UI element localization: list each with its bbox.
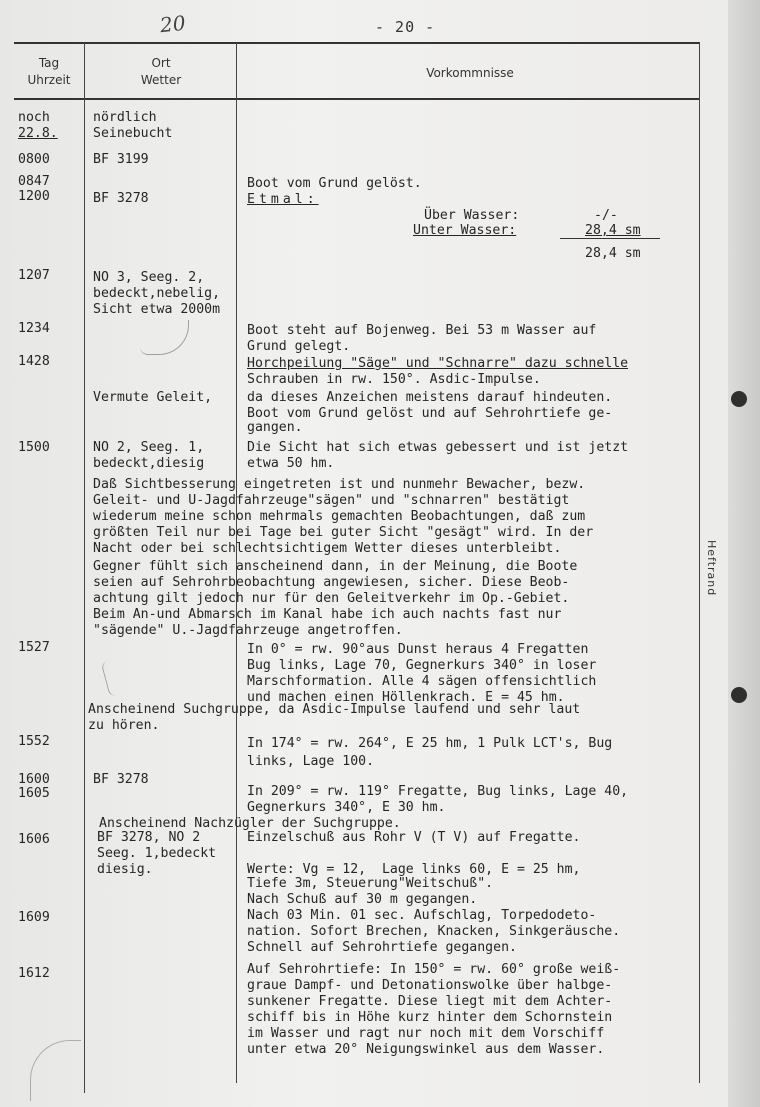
event-line: In 209° = rw. 119° Fregatte, Bug links, Lage 40, (247, 784, 629, 799)
paragraph-line: größten Teil nur bei Tage bei guter Sicht "gesägt" wird. In der (93, 525, 594, 540)
header-place-line2: Wetter (140, 73, 182, 87)
event-line: Die Sicht hat sich etwas gebessert und ist jetzt (247, 440, 629, 455)
event-line: Grund gelegt. (247, 339, 351, 354)
etmal-over-label: Über Wasser: (424, 208, 520, 223)
paragraph-line: Nacht oder bei schlechtsichtigem Wetter dieses unterbleibt. (93, 541, 562, 556)
event-line: In 174° = rw. 264°, E 25 hm, 1 Pulk LCT's, Bug (247, 736, 613, 751)
place-line: BF 3278 (93, 772, 149, 787)
event-line: graue Dampf- und Detonationswolke über halbge- (247, 978, 613, 993)
etmal-over-value: -/- (594, 208, 618, 223)
margin-label: Heftrand (705, 540, 718, 597)
place-line: Seinebucht (93, 126, 173, 141)
time-cell: 1200 (18, 189, 50, 204)
event-line: Horchpeilung "Säge" und "Schnarre" dazu schnelle (247, 356, 629, 371)
header-time-line1: Tag (38, 56, 60, 70)
column-divider-1 (84, 43, 85, 1093)
time-cell: 1428 (18, 354, 50, 369)
paragraph-line: Beim An-und Abmarsch im Kanal habe ich auch nachts fast nur (93, 607, 562, 622)
header-events: Vorkommnisse (426, 66, 514, 80)
page-edge-shadow (728, 0, 760, 1107)
column-divider-right (699, 43, 700, 1083)
etmal-total: 28,4 sm (585, 246, 641, 261)
event-line: Boot steht auf Bojenweg. Bei 53 m Wasser auf (247, 323, 597, 338)
pencil-mark (101, 659, 125, 698)
place-line: BF 3199 (93, 152, 149, 167)
paragraph-line: Daß Sichtbesserung eingetreten ist und nunmehr Bewacher, bezw. (93, 477, 586, 492)
time-cell: 1612 (18, 966, 50, 981)
paragraph-line: seien auf Sehrohrbeobachtung angewiesen, sicher. Diese Beob- (93, 575, 570, 590)
etmal-under-value: 28,4 sm (585, 223, 641, 238)
paragraph-line: wiederum meine schon mehrmals gemachten Beobachtungen, daß zum (93, 509, 586, 524)
time-cell: 1207 (18, 268, 50, 283)
event-line: und machen einen Höllenkrach. E = 45 hm. (247, 690, 565, 705)
event-line: Tiefe 3m, Steuerung"Weitschuß". (247, 876, 494, 891)
place-line: diesig. (97, 862, 153, 877)
time-cell: 1605 (18, 786, 50, 801)
event-line: In 0° = rw. 90°aus Dunst heraus 4 Fregatten (247, 642, 589, 657)
time-cell: 1609 (18, 910, 50, 925)
event-line: Bug links, Lage 70, Gegnerkurs 340° in loser (247, 658, 597, 673)
paragraph-line: Anscheinend Nachzügler der Suchgruppe. (99, 816, 401, 831)
event-line: Marschformation. Alle 4 sägen offensichtlich (247, 674, 597, 689)
header-place-line1: Ort (151, 56, 171, 70)
event-line: sunkener Fregatte. Diese liegt mit dem Achter- (247, 994, 613, 1009)
event-line: Gegnerkurs 340°, E 30 hm. (247, 800, 446, 815)
event-line: Boot vom Grund gelöst und auf Sehrohrtiefe ge- (247, 406, 613, 421)
paragraph-line: achtung gilt jedoch nur für den Geleitverkehr im Op.-Gebiet. (93, 591, 570, 606)
place-line: Vermute Geleit, (93, 390, 213, 405)
event-line: nation. Sofort Brechen, Knacken, Sinkgeräusche. (247, 924, 621, 939)
event-line: Schnell auf Sehrohrtiefe gegangen. (247, 940, 517, 955)
header-place (86, 55, 236, 89)
time-cell: 0800 (18, 152, 50, 167)
table-top-rule (14, 42, 700, 44)
place-line: Seeg. 1,bedeckt (97, 846, 217, 861)
etmal-sum-rule (560, 238, 660, 239)
place-line: bedeckt,diesig (93, 456, 205, 471)
event-line: Boot vom Grund gelöst. (247, 176, 422, 191)
punch-hole-top (731, 391, 747, 407)
paragraph-line: "sägende" U.-Jagdfahrzeuge angetroffen. (93, 623, 403, 638)
header-time (14, 55, 84, 89)
punch-hole-bottom (731, 687, 747, 703)
place-line: BF 3278 (93, 191, 149, 206)
time-date: 22.8. (18, 126, 58, 141)
place-line: NO 3, Seeg. 2, (93, 270, 205, 285)
event-line: schiff bis in Höhe kurz hinter dem Schornstein (247, 1010, 613, 1025)
place-line: Sicht etwa 2000m (93, 302, 221, 317)
handwritten-page-number: 20 (158, 10, 187, 38)
event-line: Einzelschuß aus Rohr V (T V) auf Fregatte. (247, 830, 581, 845)
place-line: NO 2, Seeg. 1, (93, 440, 205, 455)
paragraph-line: Geleit- und U-Jagdfahrzeuge"sägen" und "schnarren" bestätigt (93, 493, 570, 508)
header-bottom-rule (14, 98, 700, 100)
time-noch: noch (18, 110, 50, 125)
event-line: unter etwa 20° Neigungswinkel aus dem Wasser. (247, 1042, 605, 1057)
etmal-under-label: Unter Wasser: (413, 223, 517, 238)
event-line: links, Lage 100. (247, 754, 375, 769)
etmal-label: Etmal: (247, 192, 319, 207)
event-line: Werte: Vg = 12, Lage links 60, E = 25 hm, (247, 862, 581, 877)
place-line: BF 3278, NO 2 (97, 830, 201, 845)
event-line: Nach Schuß auf 30 m gegangen. (247, 892, 478, 907)
time-cell: 1552 (18, 734, 50, 749)
pencil-mark (140, 320, 189, 355)
event-line: Schrauben in rw. 150°. Asdic-Impulse. (247, 372, 541, 387)
event-line: im Wasser und ragt nur noch mit dem Vorschiff (247, 1026, 605, 1041)
place-line: bedeckt,nebelig, (93, 286, 221, 301)
time-cell: 1527 (18, 640, 50, 655)
event-line: Auf Sehrohrtiefe: In 150° = rw. 60° große weiß- (247, 962, 621, 977)
pencil-mark (30, 1040, 81, 1101)
event-line: etwa 50 hm. (247, 456, 335, 471)
event-line: Nach 03 Min. 01 sec. Aufschlag, Torpedodeto- (247, 908, 597, 923)
paragraph-line: Anscheinend Suchgruppe, da Asdic-Impulse laufend und sehr laut (88, 702, 581, 717)
event-line: da dieses Anzeichen meistens darauf hindeuten. (247, 390, 613, 405)
time-cell: 1600 (18, 772, 50, 787)
time-cell: 1606 (18, 832, 50, 847)
page-number: - 20 - (375, 18, 436, 36)
place-line: nördlich (93, 110, 157, 125)
paragraph-line: Gegner fühlt sich anscheinend dann, in der Meinung, die Boote (93, 559, 578, 574)
paragraph-line: zu hören. (88, 718, 160, 733)
time-cell: 1234 (18, 321, 50, 336)
header-time-line2: Uhrzeit (27, 73, 71, 87)
time-cell: 1500 (18, 440, 50, 455)
time-cell: 0847 (18, 174, 50, 189)
event-line: gangen. (247, 420, 303, 435)
